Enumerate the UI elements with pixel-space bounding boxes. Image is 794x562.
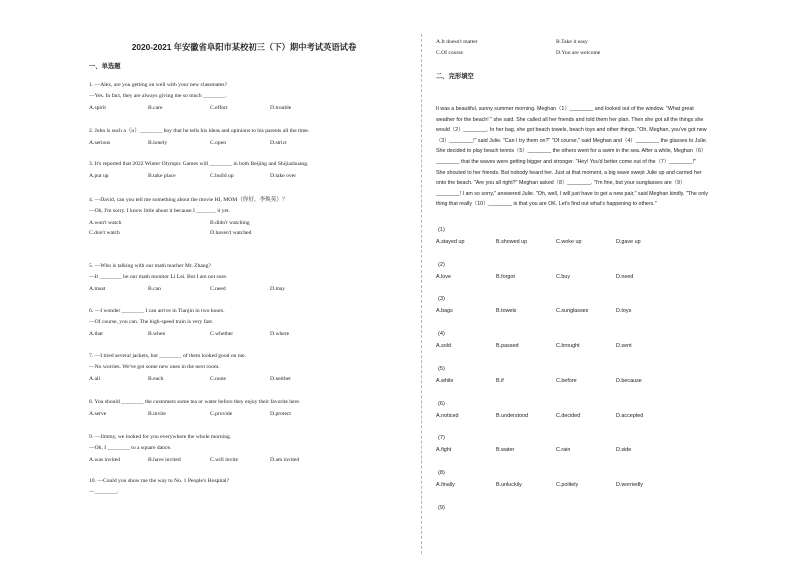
- answer-option[interactable]: A.that: [89, 331, 103, 337]
- answer-option[interactable]: C.need: [210, 286, 226, 292]
- cloze-option[interactable]: B.if: [496, 377, 504, 384]
- answer-option[interactable]: D.neither: [270, 376, 291, 382]
- question-text: 9. —Jimmy, we looked for you everywhere the whole morning.: [89, 434, 232, 440]
- answer-option[interactable]: B.can: [148, 286, 161, 292]
- question-text: 4. —David, can you tell me something about the movie HI, MOM（你好，李焕英）？: [89, 197, 288, 203]
- cloze-option[interactable]: D.because: [616, 377, 642, 384]
- cloze-number: (9): [438, 504, 445, 511]
- cloze-option[interactable]: D.side: [616, 447, 632, 454]
- answer-option[interactable]: B.didn't watching: [210, 220, 250, 226]
- cloze-option[interactable]: B.water: [496, 447, 515, 454]
- column-divider: [421, 34, 422, 554]
- answer-option[interactable]: A.spirit: [89, 105, 106, 111]
- passage-line: She decided to play beach tennis（5）________ the others went for a swim in the sea. After a while, Meghan（6）: [436, 148, 707, 155]
- cloze-option[interactable]: B.towels: [496, 308, 517, 315]
- answer-option[interactable]: C.provide: [210, 411, 233, 417]
- passage-line: （3）________!" said Julie. "Can I try them on?" "Of course," said Meghan and（4）________ the glasses to Julie.: [436, 137, 708, 144]
- answer-option[interactable]: A.all: [89, 376, 101, 382]
- question-text: 1. —Alex, are you getting on well with your new classmates?: [89, 82, 227, 88]
- passage-line: ________! I am so sorry," answered Julie. "Oh, well, I will just have to get a new pair," said Meghan kindly. "The only: [436, 190, 709, 197]
- answer-option[interactable]: B.when: [148, 331, 166, 337]
- answer-option[interactable]: B.lonely: [148, 140, 168, 146]
- question-text: 2. John is such a（n）________ boy that he tells his ideas and opinions to his parents all the time.: [89, 128, 310, 134]
- answer-option[interactable]: C.effort: [210, 105, 228, 111]
- cloze-option[interactable]: D.gave up: [616, 239, 641, 245]
- answer-option[interactable]: B.invite: [148, 411, 166, 417]
- answer-option[interactable]: B.take place: [148, 173, 176, 179]
- answer-option[interactable]: D.where: [270, 331, 290, 337]
- cloze-option[interactable]: C.woke up: [556, 239, 582, 245]
- answer-option[interactable]: A.put up: [89, 173, 109, 179]
- cloze-number: (1): [438, 227, 445, 233]
- answer-option[interactable]: A.won't watch: [89, 220, 122, 226]
- cloze-option[interactable]: A.bags: [436, 308, 453, 315]
- passage-line: It was a beautiful, sunny summer morning. Meghan（1）________ and looked out of the window. "What great: [436, 106, 694, 112]
- cloze-option[interactable]: D.worriedly: [616, 481, 643, 488]
- cloze-option[interactable]: C.decided: [556, 412, 581, 419]
- question-text: 6. —I wonder ________ I can arrive in Tianjin in two hours.: [89, 308, 225, 314]
- answer-option[interactable]: D.take over: [270, 173, 297, 179]
- cloze-option[interactable]: C.rain: [556, 447, 571, 454]
- question-text: —Oh, I ________ to a square dance.: [89, 445, 172, 451]
- answer-option[interactable]: C.whether: [210, 331, 234, 337]
- answer-option[interactable]: B.have invited: [148, 457, 181, 463]
- cloze-option[interactable]: B.showed up: [496, 239, 528, 245]
- question-text: —No worries. We've got some new ones in the next room.: [89, 364, 220, 370]
- section-heading-single-choice: 一、单选题: [89, 63, 121, 70]
- answer-option[interactable]: B.Take it easy: [556, 39, 588, 45]
- answer-option[interactable]: D.strict: [270, 140, 287, 146]
- question-text: 5. —Who is talking with our math teacher Mr. Zhang?: [89, 263, 211, 269]
- cloze-number: (3): [438, 296, 445, 303]
- passage-line: would（2）________. In her bag, she got beach towels, beach toys and other things. "Oh, Meghan, you've got new: [436, 127, 707, 134]
- cloze-option[interactable]: B.passed: [496, 343, 519, 350]
- answer-option[interactable]: C.open: [210, 140, 227, 146]
- question-text: —Yes. In fact, they are always giving me so much ________.: [89, 93, 227, 99]
- cloze-option[interactable]: C.politely: [556, 481, 579, 488]
- cloze-number: (8): [438, 469, 445, 476]
- answer-option[interactable]: D.You are welcome: [556, 50, 601, 56]
- question-text: 3. It's reported that 2022 Winter Olympic Games will ________ in both Beijing and Shijiazhuang.: [89, 161, 309, 167]
- cloze-option[interactable]: D.accepted: [616, 412, 644, 419]
- question-text: 7. —I tried several jackets, but ________ of them looked good on me.: [89, 353, 247, 359]
- cloze-number: (6): [438, 400, 445, 407]
- cloze-option[interactable]: D.toys: [616, 308, 632, 315]
- answer-option[interactable]: A.It doesn't matter: [436, 39, 478, 45]
- cloze-option[interactable]: B.unluckily: [496, 481, 522, 488]
- answer-option[interactable]: B.each: [148, 376, 164, 382]
- question-text: —Oh, I'm sorry. I know little about it because I _______ it yet.: [89, 208, 230, 214]
- cloze-number: (5): [438, 365, 445, 372]
- passage-line: ________ that the waves were getting bigger and stronger. "Hey! You'd better come out of the（7）________!": [436, 158, 697, 165]
- cloze-option[interactable]: C.brought: [556, 343, 580, 350]
- answer-option[interactable]: A.must: [89, 286, 106, 292]
- answer-option[interactable]: D.trouble: [270, 105, 292, 111]
- answer-option[interactable]: C.build up: [210, 173, 234, 179]
- passage-line: weather for the beach! " she said. She called all her friends and told them her plan. Then she got all the things she: [436, 116, 704, 123]
- cloze-option[interactable]: A.noticed: [436, 412, 459, 419]
- cloze-option[interactable]: D.need: [616, 273, 634, 280]
- cloze-option[interactable]: C.sunglasses: [556, 308, 589, 315]
- answer-option[interactable]: D.haven't watched: [210, 230, 252, 236]
- cloze-option[interactable]: A.sold: [436, 343, 451, 350]
- cloze-number: (7): [438, 435, 445, 442]
- cloze-option[interactable]: B.forgot: [496, 273, 515, 280]
- answer-option[interactable]: A.serve: [89, 411, 107, 417]
- answer-option[interactable]: D.may: [270, 286, 286, 292]
- answer-option[interactable]: C.none: [210, 376, 227, 382]
- question-text: —________.: [89, 489, 119, 495]
- cloze-option[interactable]: B.understood: [496, 412, 529, 419]
- cloze-option[interactable]: A.finally: [436, 481, 455, 488]
- passage-line: onto the beach. "Are you all right?" Meghan asked（8）________. "I'm fine, but your sunglasses are（9）: [436, 180, 686, 187]
- section-heading-cloze: 二、完形填空: [436, 73, 474, 80]
- answer-option[interactable]: A.serious: [89, 140, 111, 146]
- cloze-number: (2): [438, 261, 445, 268]
- answer-option[interactable]: B.care: [148, 105, 163, 111]
- passage-line: thing that really（10）________ is that you are OK. Let's find out what's happening to others.": [436, 201, 657, 208]
- cloze-option[interactable]: C.before: [556, 377, 577, 384]
- question-text: —It ________ be our math monitor Li Lei. But I am not sure.: [89, 274, 228, 280]
- page-title: 2020-2021 年安徽省阜阳市某校初三（下）期中考试英语试卷: [131, 42, 357, 52]
- cloze-option[interactable]: A.fight: [436, 447, 452, 454]
- question-text: 10. —Could you show me the way to No. 1 People's Hospital?: [89, 478, 230, 484]
- passage-line: She shouted to her friends. But nobody heard her. Just at that moment, a big wave swept Julie up and carried her: [436, 169, 702, 176]
- answer-option[interactable]: C.don't watch: [89, 230, 120, 236]
- cloze-option[interactable]: A.love: [436, 273, 451, 280]
- answer-option[interactable]: C.will invite: [210, 457, 238, 463]
- cloze-option[interactable]: C.buy: [556, 273, 571, 280]
- cloze-option[interactable]: A.while: [436, 377, 454, 384]
- cloze-passage: [436, 104, 772, 210]
- answer-option[interactable]: D.am invited: [270, 457, 300, 463]
- question-text: —Of course, you can. The high-speed train is very fast.: [89, 319, 214, 325]
- answer-option[interactable]: D.protect: [270, 411, 291, 417]
- cloze-option[interactable]: A.stayed up: [436, 239, 465, 245]
- answer-option[interactable]: C.Of course: [436, 50, 464, 56]
- cloze-number: (4): [438, 331, 445, 338]
- cloze-option[interactable]: D.sent: [616, 343, 632, 350]
- answer-option[interactable]: A.was invited: [89, 457, 121, 463]
- question-text: 8. You should ________ the customers some tea or water before they enjoy their favorite here.: [89, 399, 301, 405]
